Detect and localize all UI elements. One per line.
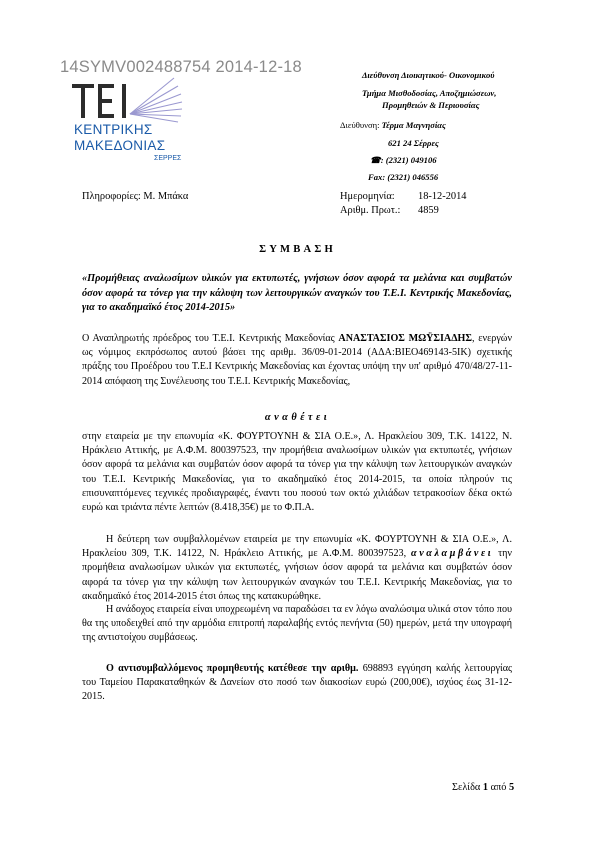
p3-rest: την προμήθεια αναλωσίμων υλικών για εκτυπωτές, γνήσιων όσον αφορά τα μελάνια και συμβατών όσον αφορά τα τόνερ για την κάλυψη των λειτουργικών αναγκών του Τ.Ε.Ι. Κεντρικής Μακεδονίας, για το ακαδημαϊκό έτος 2014-2015 έτσι όπως της κατακυρώθηκε. [82, 548, 512, 602]
page-middle: από [488, 782, 509, 793]
page-current: 1 [482, 782, 489, 793]
header-department: Διεύθυνση Διοικητικού- Οικονομικού [362, 70, 495, 80]
header-section-line2: Προμηθειών & Περιουσίας [382, 100, 480, 110]
document-id-watermark: 14SYMV002488754 2014-12-18 [60, 58, 302, 76]
header-postcode: 621 24 Σέρρες [388, 138, 439, 148]
logo-text-city: ΣΕΡΡΕΣ [154, 155, 182, 162]
protocol-label: Αριθμ. Πρωτ.: [340, 205, 401, 216]
date-label: Ημερομηνία: [340, 191, 395, 202]
header-section-line1: Τμήμα Μισθοδοσίας, Αποζημιώσεων, [362, 88, 497, 98]
p1-rest: , ενεργών ως νόμιμος εκπρόσωπος αυτού βάσει της αριθμ. 36/09-01-2014 (ΑΔΑ:ΒΙΕΟ469143-5ΙΚ) σχετικής πράξης του Προέδρου του Τ.Ε.Ι Κεντρικής Μακεδονίας και έχοντας υπόψη την υπ' αριθμό 470/48/27-11-2014 απόφαση της Συνέλευσης του Τ.Ε.Ι. Κεντρικής Μακεδονίας, [82, 333, 513, 387]
paragraph-president [82, 332, 512, 389]
p5-start: Ο αντισυμβαλλόμενος προμηθευτής κατέθεσε την αριθμ. [106, 663, 359, 674]
undertakes-word: αναλαμβάνει [411, 548, 494, 560]
header-fax: Fax: (2321) 046556 [368, 172, 439, 182]
tei-logo-icon [64, 74, 184, 126]
paragraph-undertaking [82, 533, 512, 604]
logo-text-line1: ΚΕΝΤΡΙΚΗΣ [74, 122, 153, 137]
address-label: Διεύθυνση: [340, 120, 380, 130]
paragraph-assignment [82, 430, 512, 515]
date-value: 18-12-2014 [418, 191, 467, 202]
p4-text: Η ανάδοχος εταιρεία είναι υποχρεωμένη να παραδώσει τα εν λόγω αναλώσιμα υλικά στον τόπο που θα της υποδειχθεί από την αρμόδια επιτροπή παραλαβής εντός πενήντα (50) ημερών, μετά την υπογραφή της αντιστοίχου συμβάσεως. [82, 604, 512, 644]
p3-start: Η δεύτερη των συμβαλλομένων εταιρεία με την επωνυμία «Κ. ΦΟΥΡΤΟΥΝΗ & ΣΙΑ Ο.Ε.», Λ. Ηρακλείου 309, Τ.Κ. 14122, Ν. Ηράκλειο Αττικής, με Α.Φ.Μ. 800397523, [82, 534, 512, 560]
paragraph-guarantee [82, 662, 512, 705]
address-value: Τέρμα Μαγνησίας [381, 120, 446, 130]
page-total: 5 [508, 782, 515, 793]
assigns-word: αναθέτει [264, 412, 331, 423]
paragraph-delivery [82, 603, 512, 646]
document-title: ΣΥΜΒΑΣΗ [259, 244, 336, 255]
logo-text-line2: ΜΑΚΕΔΟΝΙΑΣ [74, 138, 166, 153]
page-number [452, 782, 514, 793]
contact-info: Πληροφορίες: Μ. Μπάκα [82, 191, 189, 202]
contract-subject: «Προμήθειας αναλωσίμων υλικών για εκτυπωτές, γνήσιων όσον αφορά τα μελάνια και συμβατών όσον αφορά τα τόνερ για την κάλυψη των λειτουργικών αναγκών του Τ.Ε.Ι. Κεντρικής Μακεδονίας, για το ακαδημαϊκό έτος 2014-2015» [82, 273, 512, 313]
p2-text: στην εταιρεία με την επωνυμία «Κ. ΦΟΥΡΤΟΥΝΗ & ΣΙΑ Ο.Ε.», Λ. Ηρακλείου 309, Τ.Κ. 14122, Ν. Ηράκλειο Αττικής, με Α.Φ.Μ. 800397523, την προμήθεια αναλωσίμων υλικών για εκτυπωτές, γνήσιων όσον αφορά τα μελάνια και συμβατών όσον αφορά τα τόνερ για την κάλυψη των λειτουργικών αναγκών του Τ.Ε.Ι. Κεντρικής Μακεδονίας, για το ακαδημαϊκό έτος 2014-2015, τα οποία πληρούν τις επισυναπτόμενες τεχνικές προδιαγραφές, έναντι του ποσού των οκτώ χιλιάδων τετρακοσίων δέκα οκτώ ευρώ και τριάντα πέντε λεπτών (8.418,35€) με το Φ.Π.Α. [82, 431, 512, 514]
header-phone: ☎: (2321) 049106 [370, 155, 437, 165]
header-address [340, 120, 446, 130]
page-prefix: Σελίδα [452, 782, 483, 793]
p1-start: Ο Αναπληρωτής πρόεδρος του Τ.Ε.Ι. Κεντρικής Μακεδονίας [82, 333, 339, 344]
protocol-value: 4859 [418, 205, 439, 216]
p5-rest: 698893 εγγύηση καλής λειτουργίας του Ταμείου Παρακαταθηκών & Δανείων στο ποσό των διακοσίων ευρώ (200,00€), ισχύος έως 31-12-2015. [82, 663, 512, 703]
president-name: ΑΝΑΣΤΑΣΙΟΣ ΜΩΫΣΙΑΔΗΣ [338, 333, 472, 344]
